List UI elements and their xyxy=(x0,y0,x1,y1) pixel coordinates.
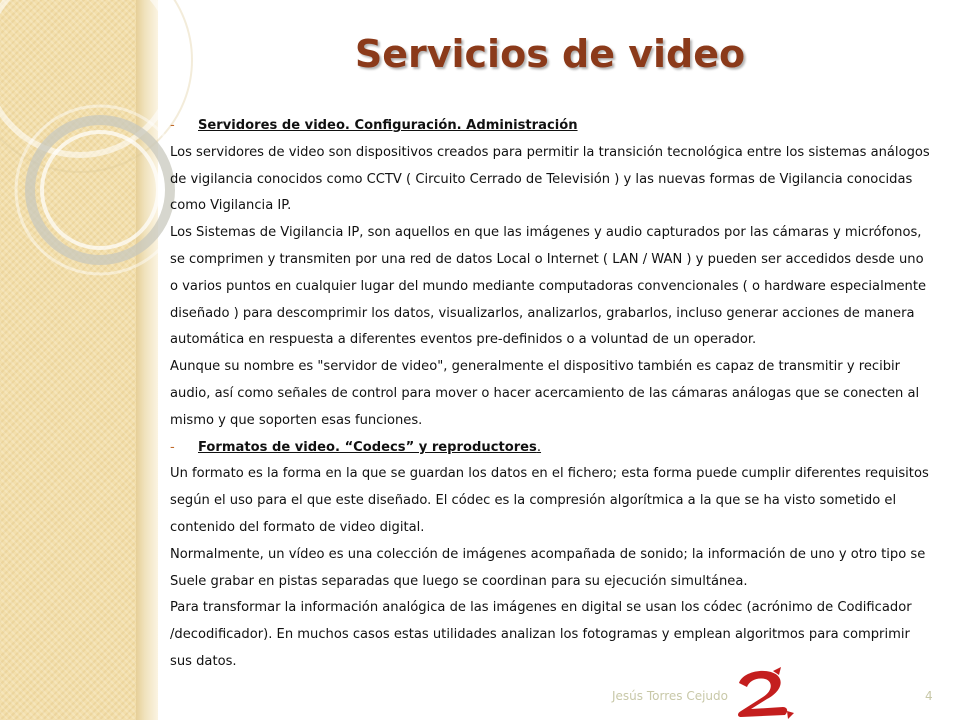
dragon-logo-icon xyxy=(733,667,795,720)
footer-author: Jesús Torres Cejudo xyxy=(612,689,728,703)
paragraph: Los servidores de video son dispositivos creados para permitir la transición tecnológica entre los sistemas análogos de vigilancia conocidos como CCTV ( Circuito Cerrado de Televisión ) y las nuevas formas de Vigilancia conocidas como Vigilancia IP. xyxy=(170,144,930,214)
section-heading-text: Formatos de video. “Codecs” y reproductores xyxy=(198,439,537,455)
paragraph: Los Sistemas de Vigilancia IP, son aquellos en que las imágenes y audio capturados por las cámaras y micrófonos, se comprimen y transmiten por una red de datos Local o Internet ( LAN / WAN ) y pueden ser accedidos desde uno o varios puntos en cualquier lugar del mundo mediante computadoras convencionales ( o hardware especialmente diseñado ) para descomprimir los datos, visualizarlos, analizarlos, grabarlos, incluso generar acciones de manera automática en respuesta a diferentes eventos pre-definidos o a voluntad de un operador. xyxy=(170,225,927,348)
bullet-marker: - xyxy=(170,118,175,133)
paragraph: Normalmente, un vídeo es una colección de imágenes acompañada de sonido; la información de uno y otro tipo se Suele grabar en pistas separadas que luego se coordinan para su ejecución simultánea. xyxy=(170,546,926,589)
section-heading-text: Servidores de video. Configuración. Administración xyxy=(198,118,578,133)
slide-content xyxy=(170,113,930,676)
paragraph: Un formato es la forma en la que se guardan los datos en el fichero; esta forma puede cumplir diferentes requisitos según el uso para el que este diseñado. El códec es la compresión algorítmica a la que se ha visto sometido el contenido del formato de video digital. xyxy=(170,466,929,535)
section-heading-suffix: . xyxy=(536,439,542,455)
bullet-marker: - xyxy=(170,439,175,455)
slide-title: Servicios de video xyxy=(354,32,746,76)
page-number: 4 xyxy=(925,689,933,703)
section-heading-formatos xyxy=(170,435,930,462)
section-heading-servidores xyxy=(170,113,930,140)
paragraph: Para transformar la información analógica de las imágenes en digital se usan los códec (acrónimo de Codificador /decodificador). En muchos casos estas utilidades analizan los fotogramas y emplean algoritmos para comprimir sus datos. xyxy=(170,600,912,669)
paragraph: Aunque su nombre es "servidor de video", generalmente el dispositivo también es capaz de transmitir y recibir audio, así como señales de control para mover o hacer acercamiento de las cámaras análogas que se conecten al mismo y que soporten esas funciones. xyxy=(170,359,920,428)
